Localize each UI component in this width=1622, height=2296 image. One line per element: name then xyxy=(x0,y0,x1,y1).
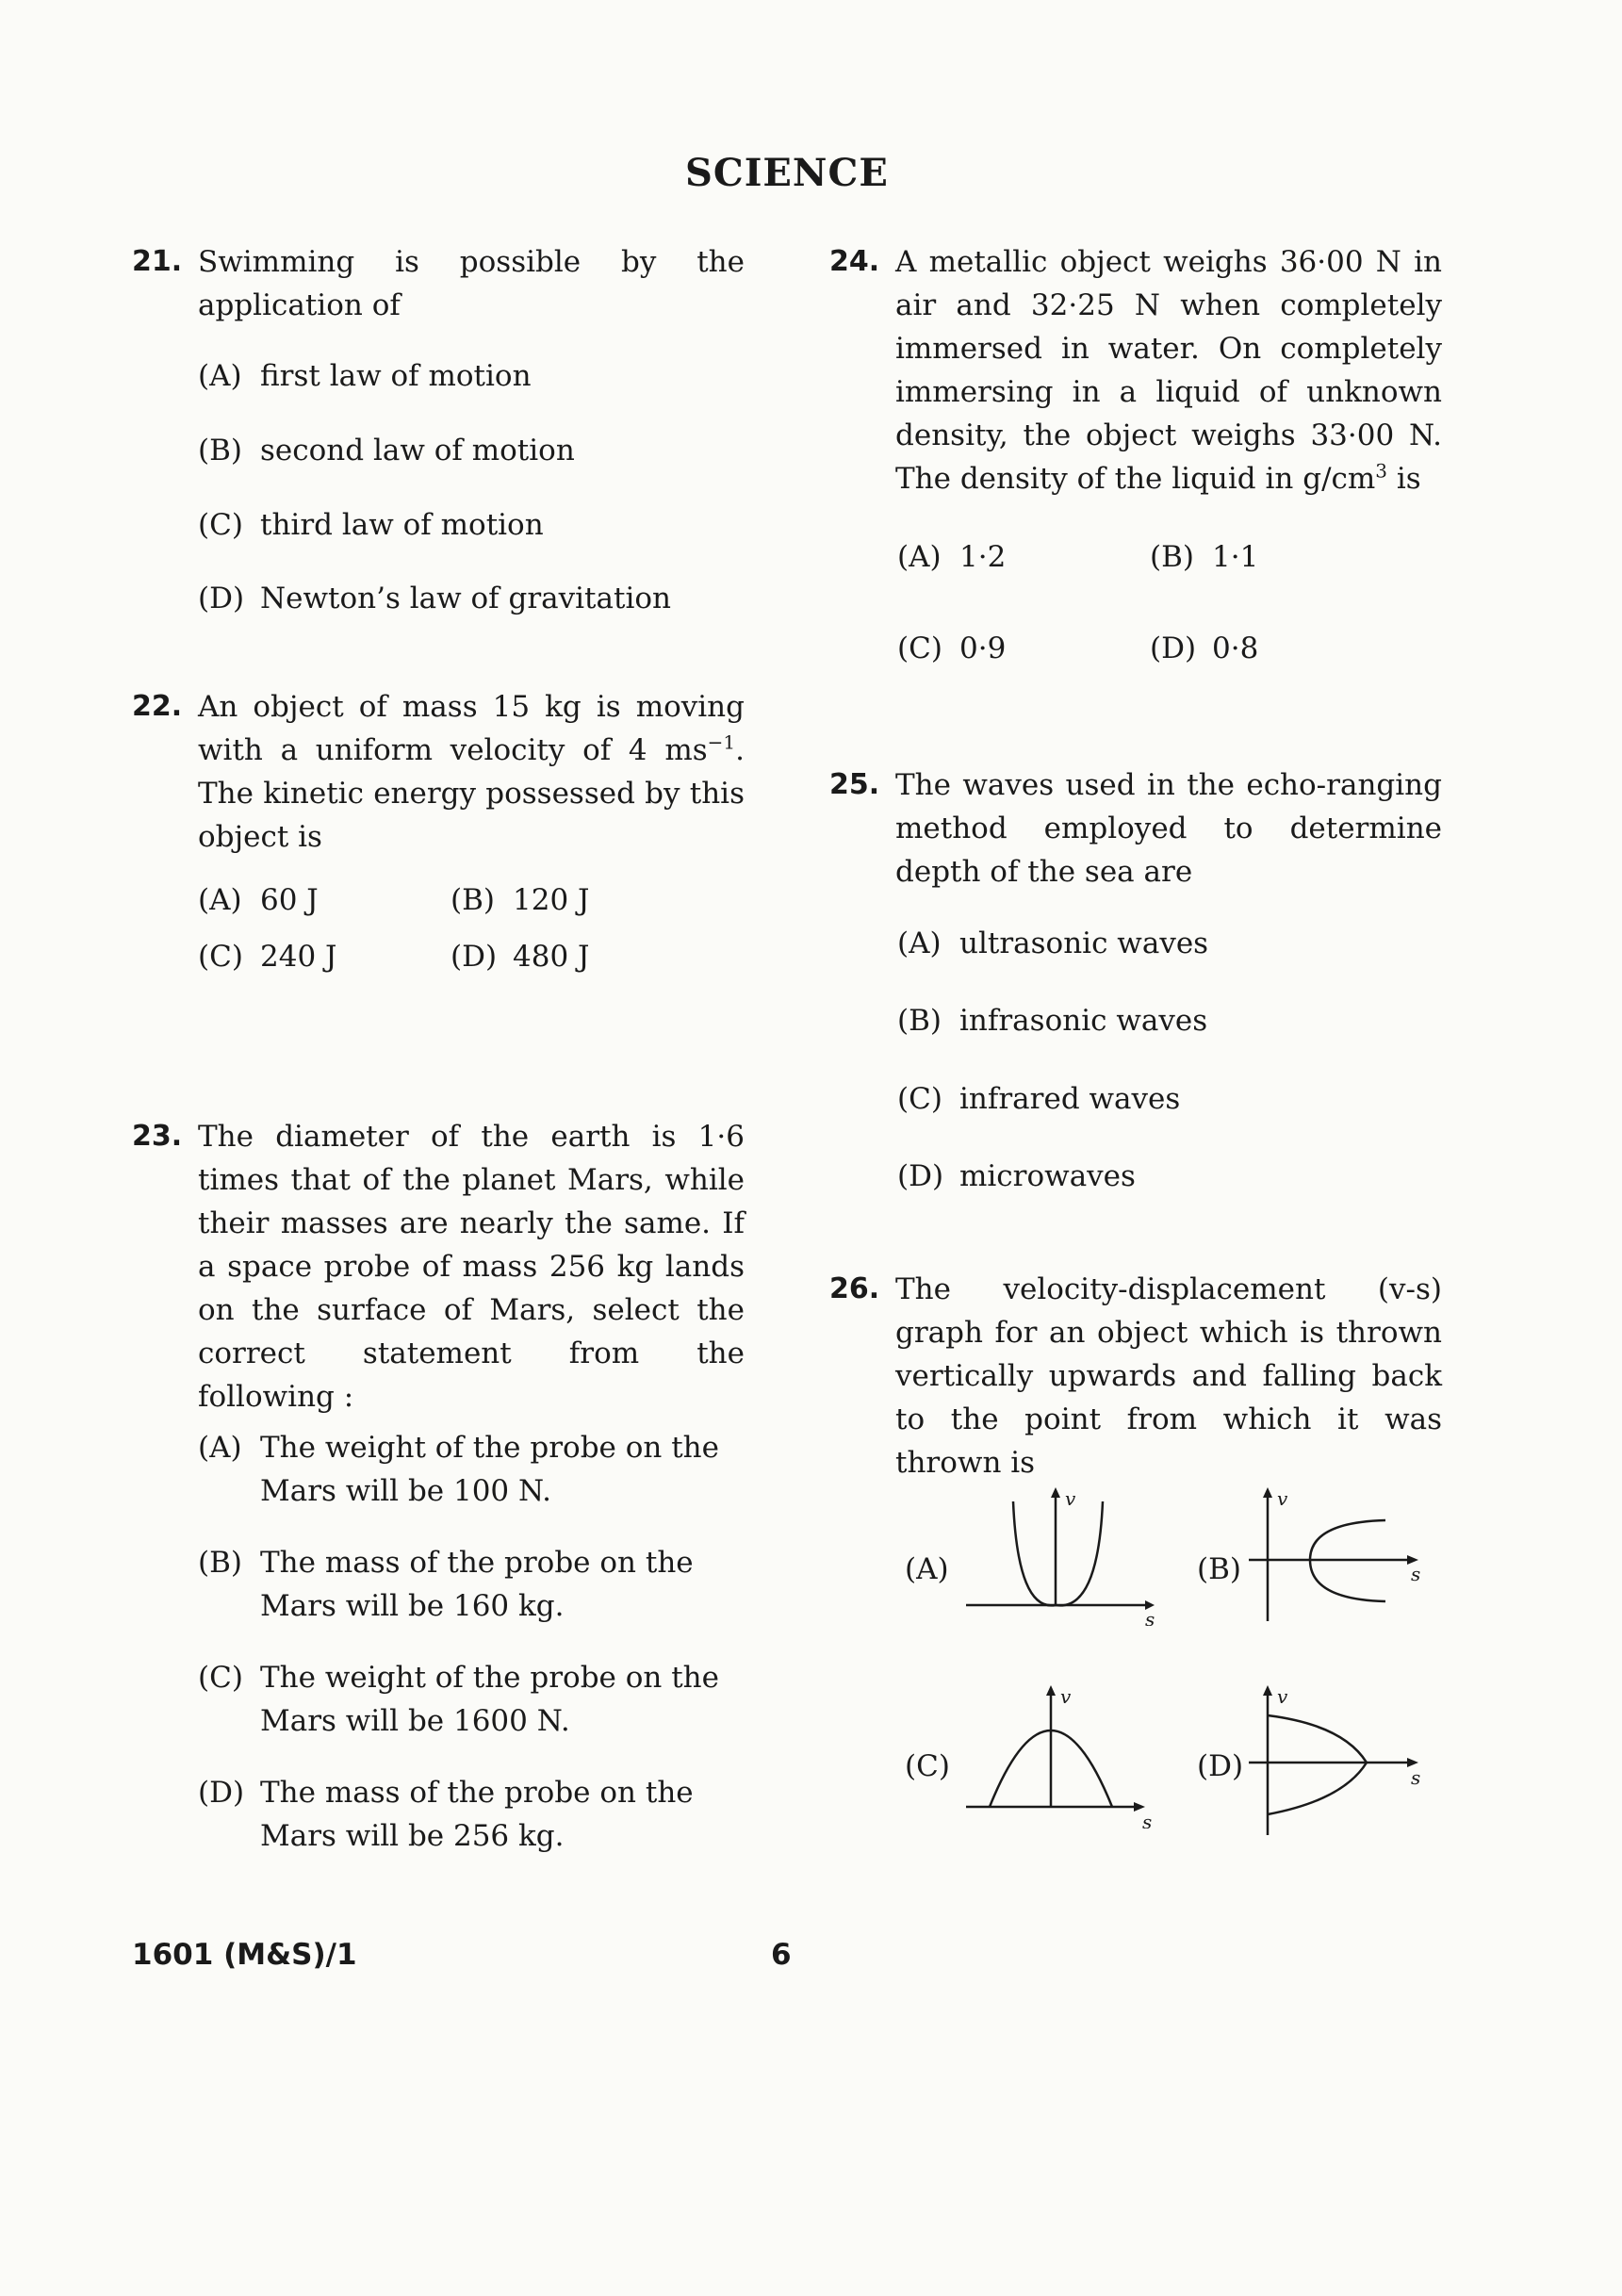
option-label: (D) xyxy=(1197,1749,1244,1783)
question-text: The waves used in the echo-ranging method employed to determine depth of the sea are xyxy=(895,768,1442,889)
s-label: s xyxy=(1145,1608,1155,1626)
option-b[interactable] xyxy=(1150,535,1258,579)
question-26 xyxy=(829,1268,1442,1829)
question-stem xyxy=(132,685,745,859)
option-b[interactable] xyxy=(198,1541,745,1628)
graph-d xyxy=(1239,1673,1428,1838)
v-label: v xyxy=(1060,1685,1072,1708)
question-25 xyxy=(829,763,1442,1193)
page-title: SCIENCE xyxy=(685,151,889,195)
option-text: The weight of the probe on the Mars will be 1600 N. xyxy=(260,1661,719,1738)
option-text: infrasonic waves xyxy=(959,1004,1208,1038)
question-number: 22. xyxy=(132,690,183,723)
option-label: (D) xyxy=(198,582,245,615)
option-text: The mass of the probe on the Mars will be 256 kg. xyxy=(260,1776,694,1853)
option-label: (C) xyxy=(198,1661,243,1695)
option-c[interactable] xyxy=(897,627,1006,670)
question-text-cont: is xyxy=(1387,462,1421,496)
option-b[interactable] xyxy=(897,999,1207,1042)
s-label: s xyxy=(1142,1811,1153,1829)
option-d[interactable] xyxy=(1197,1745,1243,1788)
option-a[interactable] xyxy=(905,1548,949,1591)
option-text: 240 J xyxy=(260,940,337,974)
option-c[interactable] xyxy=(198,935,336,978)
v-label: v xyxy=(1277,1487,1288,1510)
option-label: (B) xyxy=(1197,1552,1241,1586)
question-text: Swimming is possible by the application of xyxy=(198,245,745,322)
option-text: 1·2 xyxy=(959,540,1007,574)
graph-a xyxy=(961,1484,1159,1626)
option-b[interactable] xyxy=(198,429,575,472)
option-text: 0·8 xyxy=(1212,631,1259,665)
option-text: 0·9 xyxy=(959,631,1007,665)
s-label: s xyxy=(1411,1766,1421,1789)
option-label: (D) xyxy=(198,1776,245,1810)
question-text-cont: . The kinetic energy possessed by this object is xyxy=(198,733,745,854)
option-text: The mass of the probe on the Mars will be 160 kg. xyxy=(260,1546,694,1623)
option-label: (B) xyxy=(198,434,242,467)
v-arrow xyxy=(1263,1685,1272,1696)
option-text: 1·1 xyxy=(1212,540,1259,574)
option-label: (C) xyxy=(897,631,942,665)
option-text: 120 J xyxy=(513,883,590,917)
option-label: (C) xyxy=(905,1749,950,1783)
option-label: (A) xyxy=(897,540,942,574)
option-d[interactable] xyxy=(198,577,671,620)
option-text: infrared waves xyxy=(959,1082,1181,1116)
superscript: 3 xyxy=(1375,459,1388,483)
v-label: v xyxy=(1277,1685,1288,1708)
option-text: Newton’s law of gravitation xyxy=(260,582,671,615)
option-label: (C) xyxy=(198,508,243,542)
graph-b xyxy=(1239,1484,1428,1626)
option-a[interactable] xyxy=(897,535,1006,579)
option-a[interactable] xyxy=(198,354,532,398)
question-stem xyxy=(132,240,745,327)
option-label: (A) xyxy=(198,1431,242,1465)
question-number: 26. xyxy=(829,1272,880,1305)
question-21 xyxy=(132,240,745,615)
question-text: The velocity-displacement (v-s) graph for an object which is thrown vertically upwards and falling back to the point from which it was thrown is xyxy=(895,1272,1442,1480)
option-a[interactable] xyxy=(897,922,1208,965)
option-label: (B) xyxy=(897,1004,942,1038)
option-text: The weight of the probe on the Mars will be 100 N. xyxy=(260,1431,719,1508)
superscript: −1 xyxy=(707,730,736,754)
option-label: (B) xyxy=(198,1546,242,1580)
option-c[interactable] xyxy=(198,1656,745,1743)
v-label: v xyxy=(1065,1487,1076,1510)
option-a[interactable] xyxy=(198,878,319,922)
option-d[interactable] xyxy=(897,1155,1136,1198)
option-text: first law of motion xyxy=(260,359,532,393)
question-text: A metallic object weighs 36·00 N in air and 32·25 N when completely immersed in water. On completely immersing in a liquid of unknown density, the object weighs 33·00 N. The density of the liquid in g/cm xyxy=(895,245,1442,496)
option-label: (B) xyxy=(451,883,495,917)
question-text: An object of mass 15 kg is moving with a uniform velocity of 4 ms xyxy=(198,690,745,767)
v-arrow xyxy=(1263,1487,1272,1498)
option-text: second law of motion xyxy=(260,434,575,467)
option-b[interactable] xyxy=(1197,1548,1241,1591)
option-text: third law of motion xyxy=(260,508,544,542)
question-text: The diameter of the earth is 1·6 times that of the planet Mars, while their masses are nearly the same. If a space probe of mass 256 kg lands on the surface of Mars, select the correct statement from the following : xyxy=(198,1120,745,1414)
option-label: (B) xyxy=(1150,540,1194,574)
question-stem xyxy=(829,240,1442,500)
curve xyxy=(1268,1715,1367,1814)
question-stem xyxy=(132,1115,745,1419)
curve xyxy=(1013,1501,1103,1605)
option-label: (A) xyxy=(198,359,242,393)
question-number: 21. xyxy=(132,245,183,278)
option-label: (D) xyxy=(1150,631,1197,665)
option-text: ultrasonic waves xyxy=(959,927,1209,960)
option-label: (C) xyxy=(198,940,243,974)
question-stem xyxy=(829,1268,1442,1484)
question-number: 24. xyxy=(829,245,880,278)
page-number: 6 xyxy=(771,1938,792,1972)
option-b[interactable] xyxy=(451,878,589,922)
question-number: 23. xyxy=(132,1120,183,1153)
option-text: 60 J xyxy=(260,883,319,917)
option-text: 480 J xyxy=(513,940,590,974)
question-stem xyxy=(829,763,1442,894)
question-22 xyxy=(132,685,745,974)
question-24 xyxy=(829,240,1442,665)
option-c[interactable] xyxy=(897,1077,1180,1121)
s-label: s xyxy=(1411,1563,1421,1585)
option-a[interactable] xyxy=(198,1426,745,1513)
option-text: microwaves xyxy=(959,1159,1136,1193)
option-d[interactable] xyxy=(198,1771,745,1858)
option-label: (A) xyxy=(198,883,242,917)
v-arrow xyxy=(1046,1685,1056,1696)
option-label: (D) xyxy=(897,1159,944,1193)
question-number: 25. xyxy=(829,768,880,801)
option-c[interactable] xyxy=(905,1745,950,1788)
option-d[interactable] xyxy=(1150,627,1258,670)
question-23 xyxy=(132,1115,745,1853)
option-label: (A) xyxy=(905,1552,949,1586)
option-label: (C) xyxy=(897,1082,942,1116)
v-arrow xyxy=(1051,1487,1060,1498)
option-c[interactable] xyxy=(198,503,544,547)
paper-code: 1601 (M&S)/1 xyxy=(132,1938,357,1972)
option-label: (A) xyxy=(897,927,942,960)
option-label: (D) xyxy=(451,940,498,974)
graph-c xyxy=(961,1673,1159,1829)
option-d[interactable] xyxy=(451,935,589,978)
